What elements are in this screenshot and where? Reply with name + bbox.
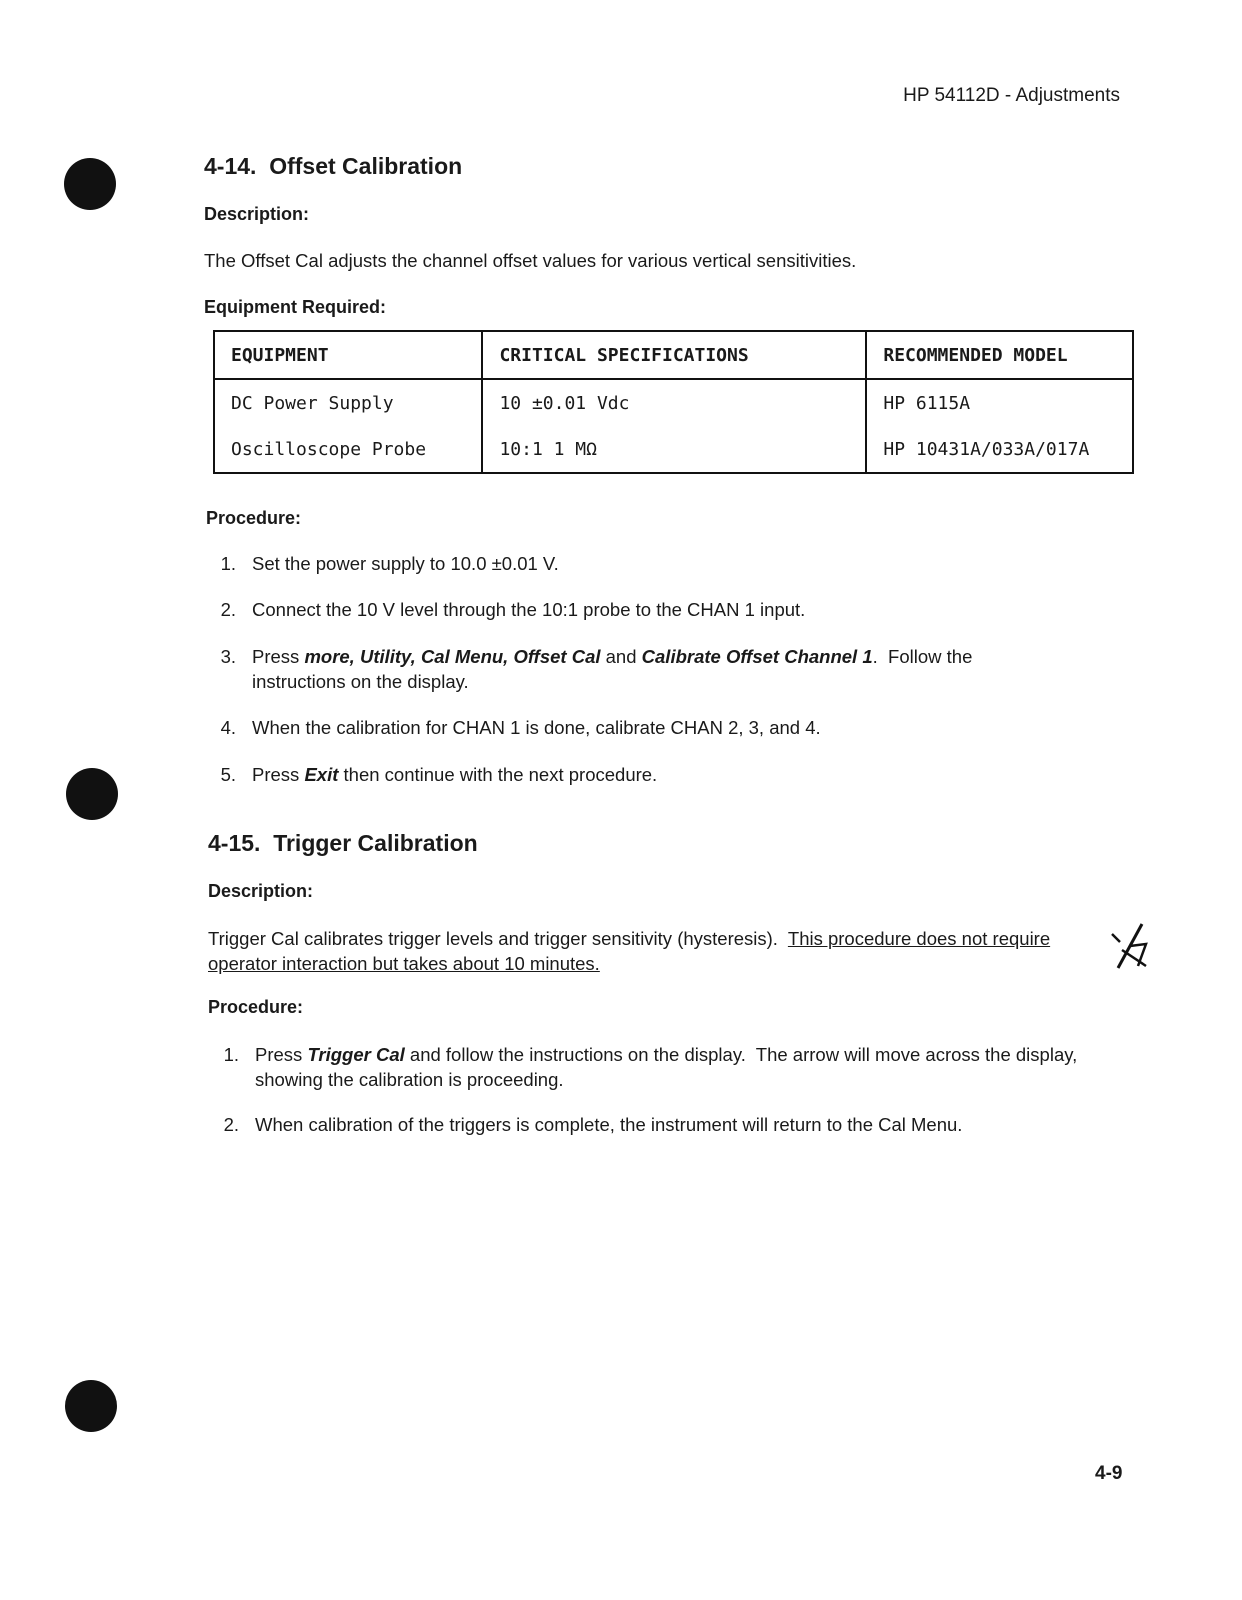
procedure-step [204, 597, 1084, 622]
step-number: 2. [223, 1114, 239, 1135]
step-text: When calibration of the triggers is complete, the instrument will return to the Cal Menu. [255, 1114, 963, 1135]
table-header-cell: RECOMMENDED MODEL [866, 331, 1133, 379]
procedure-step [204, 644, 1054, 694]
table-row [214, 426, 1133, 473]
binder-hole-top [64, 158, 116, 210]
step-number: 1. [220, 553, 236, 574]
table-header-cell: CRITICAL SPECIFICATIONS [482, 331, 866, 379]
table-cell: 10 ±0.01 Vdc [482, 379, 866, 426]
step-number: 5. [220, 764, 236, 785]
description-heading: Description: [208, 881, 314, 901]
table-header-row [214, 331, 1133, 379]
handwritten-underlined-sentence: This procedure does not require operator interaction but takes about 10 minutes. [208, 928, 1051, 974]
step-number: 4. [220, 717, 236, 738]
table-cell: HP 6115A [866, 379, 1133, 426]
description-text: Trigger Cal calibrates trigger levels and trigger sensitivity (hysteresis). This procedure does not require operator interaction but takes about 10 minutes. [208, 928, 1051, 974]
section-title-offset-calibration: 4-14. Offset Calibration [204, 153, 463, 179]
table-header-cell: EQUIPMENT [214, 331, 482, 379]
binder-hole-bottom [65, 1380, 117, 1432]
procedure-step [204, 762, 1084, 787]
table-cell: HP 10431A/033A/017A [866, 426, 1133, 473]
equipment-heading: Equipment Required: [204, 297, 387, 317]
procedure-heading: Procedure: [208, 997, 304, 1017]
procedure-step [207, 1042, 1117, 1092]
handwritten-margin-mark-icon [1108, 920, 1152, 972]
table-cell: Oscilloscope Probe [214, 426, 482, 473]
procedure-step [204, 551, 1084, 576]
table-cell: 10:1 1 MΩ [482, 426, 866, 473]
equipment-table [213, 330, 1134, 474]
procedure-step [204, 715, 1084, 740]
description-heading: Description: [204, 204, 310, 224]
procedure-heading: Procedure: [206, 508, 302, 528]
page-number: 4-9 [1095, 1463, 1123, 1484]
table-row [214, 379, 1133, 426]
step-text: Set the power supply to 10.0 ±0.01 V. [252, 553, 559, 574]
running-header: HP 54112D - Adjustments [903, 85, 1120, 106]
table-cell: DC Power Supply [214, 379, 482, 426]
step-number: 3. [220, 646, 236, 667]
description-text: The Offset Cal adjusts the channel offset values for various vertical sensitivities. [204, 250, 857, 271]
section-title-trigger-calibration: 4-15. Trigger Calibration [208, 830, 478, 856]
step-text: Connect the 10 V level through the 10:1 probe to the CHAN 1 input. [252, 599, 806, 620]
step-text: Press Exit then continue with the next procedure. [252, 764, 658, 785]
step-text: Press more, Utility, Cal Menu, Offset Cal and Calibrate Offset Channel 1. Follow the instructions on the display. [252, 646, 978, 692]
binder-hole-middle [66, 768, 118, 820]
procedure-step [207, 1112, 1117, 1137]
step-text: Press Trigger Cal and follow the instructions on the display. The arrow will move across the display, showing the calibration is proceeding. [255, 1044, 1083, 1090]
step-number: 2. [220, 599, 236, 620]
step-number: 1. [223, 1044, 239, 1065]
step-text: When the calibration for CHAN 1 is done, calibrate CHAN 2, 3, and 4. [252, 717, 821, 738]
